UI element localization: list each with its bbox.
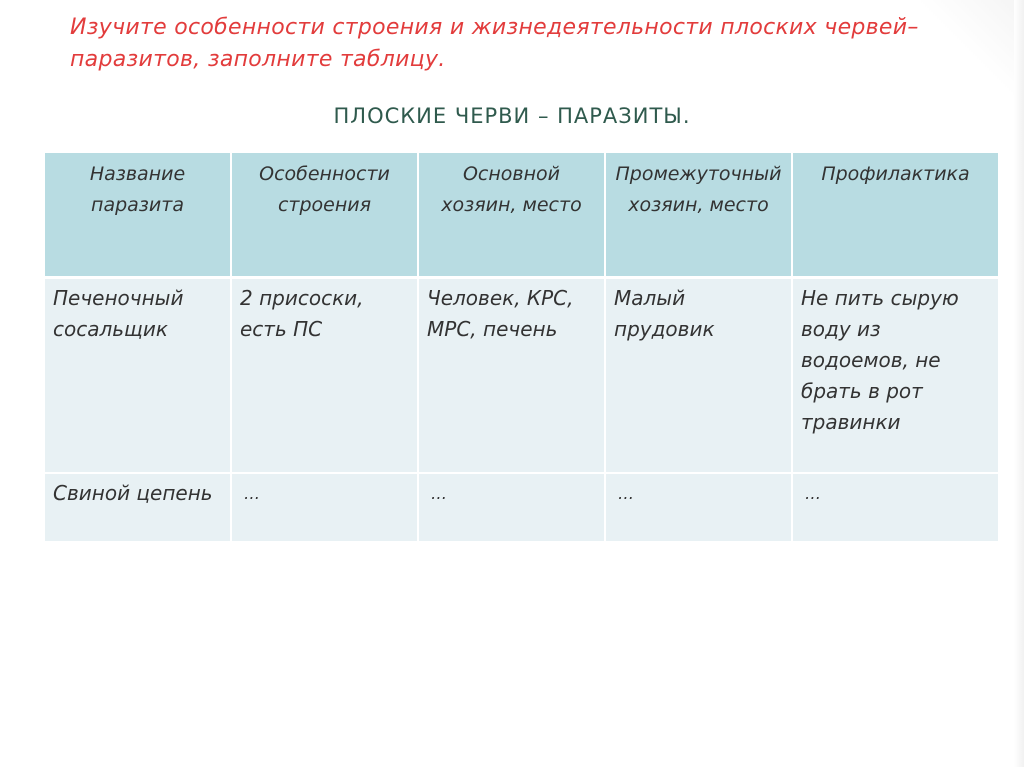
- header-parasite-name: Название паразита: [44, 153, 231, 277]
- header-prevention: Профилактика: [792, 153, 999, 277]
- cell-structure: …: [231, 473, 418, 541]
- cell-intermediate-host: Малый прудовик: [605, 277, 792, 473]
- header-main-host: Основной хозяин, место: [418, 153, 605, 277]
- parasites-table: [43, 153, 1000, 541]
- cell-parasite-name: Печеночный сосальщик: [44, 277, 231, 473]
- table-header-row: [44, 153, 999, 277]
- table-row: [44, 277, 999, 473]
- instruction-text: Изучите особенности строения и жизнедеятельности плоских червей–паразитов, заполните таблицу.: [70, 15, 919, 72]
- cell-parasite-name: Свиной цепень: [44, 473, 231, 541]
- cell-prevention: …: [792, 473, 999, 541]
- header-structure: Особенности строения: [231, 153, 418, 277]
- cell-prevention: Не пить сырую воду из водоемов, не брать в рот травинки: [792, 277, 999, 473]
- cell-intermediate-host: …: [605, 473, 792, 541]
- header-intermediate-host: Промежуточный хозяин, место: [605, 153, 792, 277]
- cell-main-host: …: [418, 473, 605, 541]
- cell-structure: 2 присоски, есть ПС: [231, 277, 418, 473]
- cell-main-host: Человек, КРС, МРС, печень: [418, 277, 605, 473]
- table-title: ПЛОСКИЕ ЧЕРВИ – ПАРАЗИТЫ.: [333, 104, 691, 128]
- table-row: [44, 473, 999, 541]
